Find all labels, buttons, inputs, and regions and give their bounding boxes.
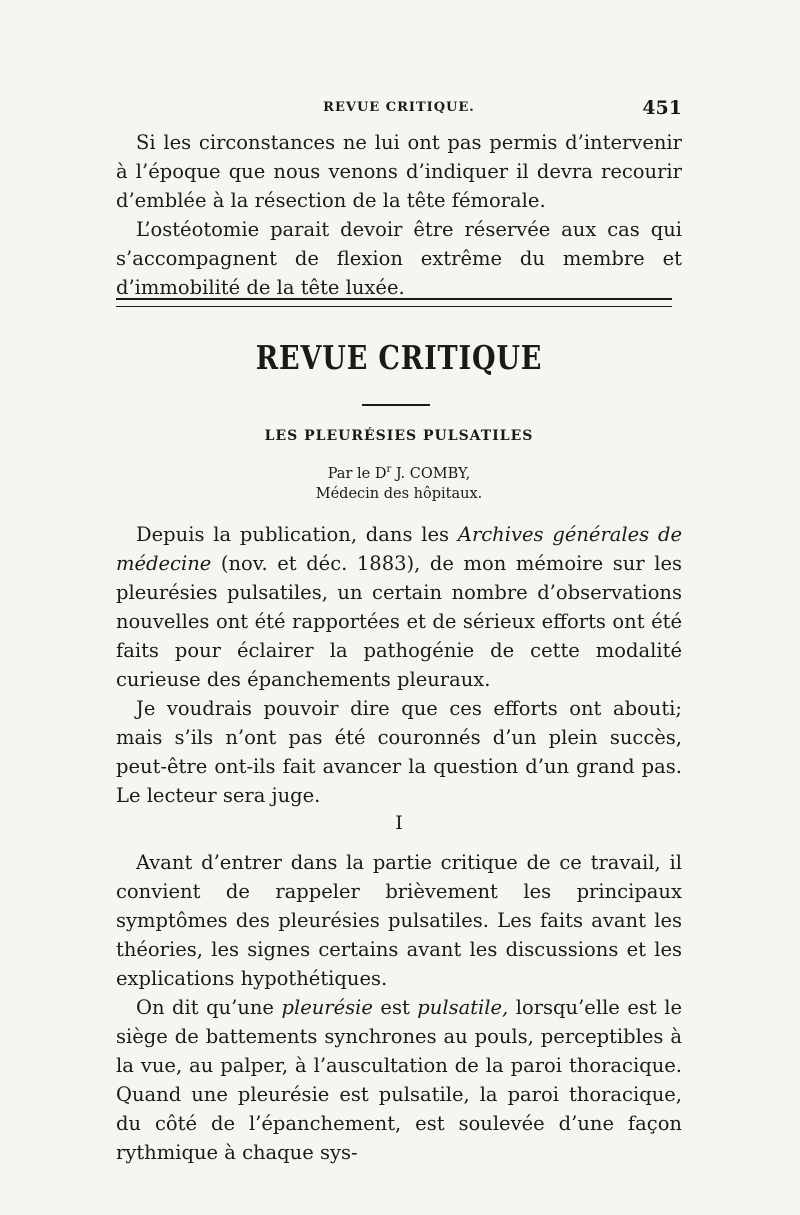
article-title: LES PLEURÉSIES PULSATILES (264, 428, 534, 444)
running-head (116, 97, 682, 124)
title-underline (362, 404, 430, 406)
author-line: Par le $D^r$ J. COMBY, (327, 464, 471, 482)
paragraph: L’ostéotomie parait devoir être réservée aux cas qui s’accompagnent de flexion extrême du membre et d’immobilité de la tête luxée. (116, 218, 682, 299)
paragraph: Depuis la publication, dans les Archives générales de médecine (nov. et déc. 1883), de mon mémoire sur les pleurésies pulsatiles, un certain nombre d’observations nouvelles ont été rapportées et de sérieux efforts ont été faits pour éclairer la pathogénie de cette modalité curieuse des épanchements pleuraux. (116, 523, 682, 691)
part-one-text (116, 848, 682, 1167)
paragraph: Je voudrais pouvoir dire que ces efforts ont abouti; mais s’ils n’ont pas été couronnés d’un plein succès, peut-être ont-ils fait avancer la question d’un grand pas. Le lecteur sera juge. (116, 697, 682, 807)
section-title: REVUE CRITIQUE (255, 338, 543, 377)
previous-article-ending (116, 128, 682, 302)
section-divider (116, 298, 672, 307)
paragraph: On dit qu’une pleurésie est pulsatile, lorsqu’elle est le siège de battements synchrones au pouls, perceptibles à la vue, au palper, à l’auscultation de la paroi thoracique. Quand une pleurésie est pulsatile, la paroi thoracique, du côté de l’épanchement, est soulevée d’une façon rythmique à chaque sys- (116, 996, 682, 1164)
byline (116, 460, 682, 504)
paragraph: Si les circonstances ne lui ont pas permis d’intervenir à l’époque que nous venons d’indiquer il devra recourir d’emblée à la résection de la tête fémorale. (116, 131, 682, 212)
page-number: 451 (642, 97, 682, 119)
running-title: REVUE CRITIQUE. (323, 100, 475, 115)
part-numeral: I (395, 812, 403, 834)
author-affiliation: Médecin des hôpitaux. (315, 485, 483, 502)
paragraph: Avant d’entrer dans la partie critique de ce travail, il convient de rappeler brièvement les principaux symptômes des pleurésies pulsatiles. Les faits avant les théories, les signes certains avant les discussions et les explications hypothétiques. (116, 851, 682, 990)
introduction (116, 520, 682, 810)
